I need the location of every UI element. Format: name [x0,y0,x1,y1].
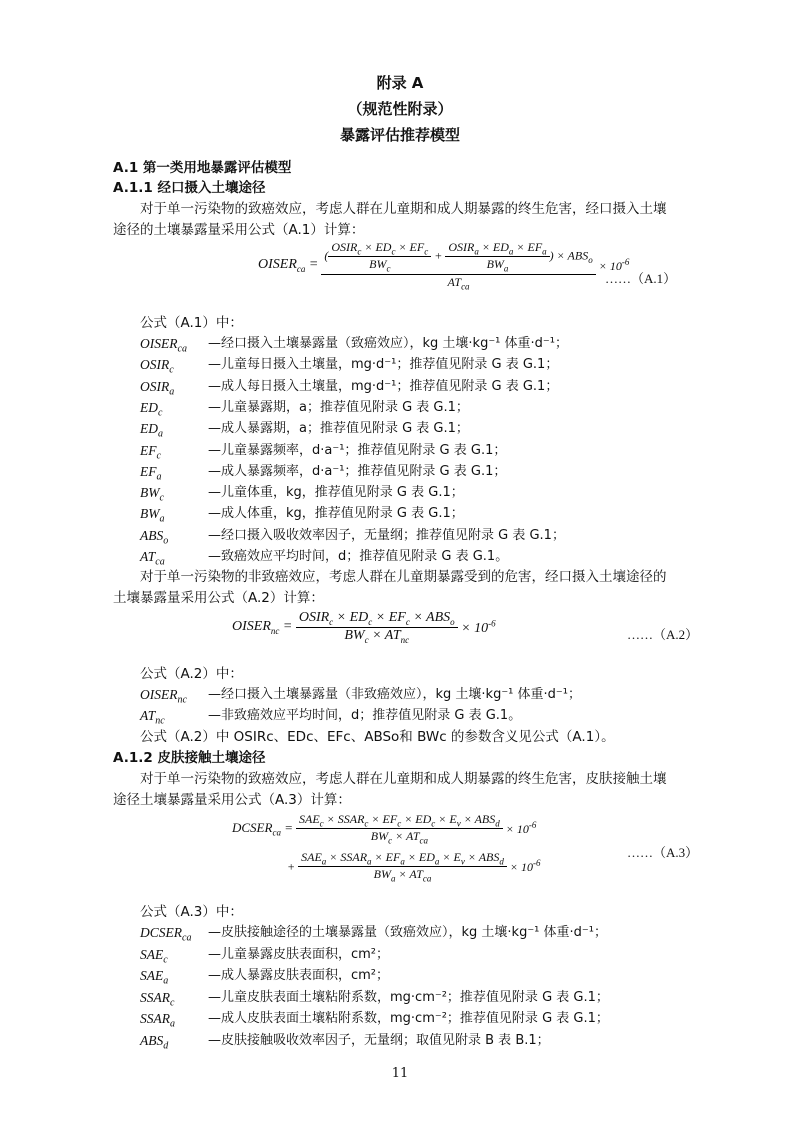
variable-symbol: $DCSER_{ca}$ [140,925,192,944]
variable-symbol: $EF_a$ [140,463,162,483]
variable-symbol: $SAE_c$ [140,946,168,966]
variable-symbol: $BW_c$ [140,485,164,504]
variable-symbol: $AT_{ca}$ [140,549,165,568]
variable-description: —非致癌效应平均时间，d；推荐值见附录 G 表 G.1。 [208,708,522,723]
appendix-title: 暴露评估推荐模型 [339,126,460,144]
variable-symbol: $ABS_o$ [140,527,169,547]
formula-a3: $DCSER_{ca}$ = $\frac{SAE_c \times SSAR_c \times EF_c \times ED_c \times E_v \times ABS_d}{BW_c \times AT_{ca}}$ × $10^{-6}$ + $\frac{SAE_a \times SSAR_a \times EF_a \times ED_a \times E_v \times ABS_d}{BW_a \times AT_{ca}}$ × $10^{-6}$ [232,812,541,884]
variable-symbol: $SSAR_c$ [140,989,175,1009]
variable-description: —皮肤接触吸收效率因子，无量纲；取值见附录 B 表 B.1； [208,1032,550,1048]
variable-symbol: $OSIR_a$ [140,378,175,398]
variable-symbol: $ABS_d$ [140,1032,169,1052]
formula-number: ……（A.2） [627,627,699,642]
paragraph: 对于单一污染物的致癌效应，考虑人群在儿童期和成人期暴露的终生危害，皮肤接触土壤 [140,771,667,787]
paragraph: 土壤暴露量采用公式（A.2）计算： [113,590,324,606]
variable-description: —成人体重，kg，推荐值见附录 G 表 G.1； [208,506,464,522]
variable-symbol: $SAE_a$ [140,968,169,987]
variable-symbol: $ED_c$ [140,399,163,419]
appendix-type: （规范性附录） [347,100,453,118]
variable-symbol: $EF_c$ [140,442,161,462]
variable-description: —经口摄入土壤暴露量（非致癌效应），kg 土壤·kg⁻¹ 体重·d⁻¹； [208,687,581,702]
variable-symbol: $OISER_{ca}$ [140,336,187,355]
variable-symbol: $AT_{nc}$ [140,708,165,727]
variable-symbol: $OSIR_c$ [140,357,174,376]
formula-a1: $OISER_{ca}$ = ( $\frac{OSIR_c \times ED_c \times EF_c}{BW_c}$ + $\frac{OSIR_a \times ED_a \times EF_a}{BW_a}$ ) × $ABS_o$ $AT_{ca}$ × $10^{-6}$ [258,240,630,292]
page-number: 11 [391,1066,409,1081]
variable-description: —儿童体重，kg，推荐值见附录 G 表 G.1； [208,485,464,501]
section-a1: A.1 第一类用地暴露评估模型 [113,160,292,176]
formula-number: ……（A.3） [627,845,699,860]
paragraph: 途径土壤暴露量采用公式（A.3）计算： [113,792,351,808]
variable-description: —儿童暴露期，a；推荐值见附录 G 表 G.1； [208,399,469,415]
variable-description: —儿童暴露皮肤表面积，cm²； [208,946,390,962]
variable-symbol: $SSAR_a$ [140,1011,175,1030]
paragraph: 对于单一污染物的非致癌效应，考虑人群在儿童期暴露受到的危害，经口摄入土壤途径的 [140,569,667,585]
variable-symbol: $ED_a$ [140,421,163,440]
variable-description: —儿童每日摄入土壤量，mg·d⁻¹；推荐值见附录 G 表 G.1； [208,357,559,373]
formula-intro: 公式（A.1）中： [140,315,243,331]
formula-intro: 公式（A.2）中： [140,666,243,682]
appendix-label: 附录 A [376,74,424,92]
formula-a2: $OISER_{nc}$ = $\frac{OSIR_c \times ED_c \times EF_c \times ABS_o}{BW_c \times AT_{nc}}$ × $10^{-6}$ [232,610,496,645]
variable-description: —儿童暴露频率，d·a⁻¹；推荐值见附录 G 表 G.1； [208,442,507,458]
variable-symbol: $BW_a$ [140,506,165,526]
variable-description: —经口摄入土壤暴露量（致癌效应），kg 土壤·kg⁻¹ 体重·d⁻¹； [208,336,568,351]
paragraph: 途径的土壤暴露量采用公式（A.1）计算： [113,222,365,238]
paragraph: 对于单一污染物的致癌效应，考虑人群在儿童期和成人期暴露的终生危害，经口摄入土壤 [140,201,667,217]
variable-description: —致癌效应平均时间，d；推荐值见附录 G 表 G.1。 [208,549,509,564]
variable-description: —皮肤接触途径的土壤暴露量（致癌效应），kg 土壤·kg⁻¹ 体重·d⁻¹； [208,925,607,940]
variable-description: —成人暴露期，a；推荐值见附录 G 表 G.1； [208,421,469,437]
variable-description: —经口摄入吸收效率因子，无量纲；推荐值见附录 G 表 G.1； [208,527,565,543]
formula-number: ……（A.1） [605,271,677,286]
section-a12: A.1.2 皮肤接触土壤途径 [113,750,266,766]
section-a11: A.1.1 经口摄入土壤途径 [113,180,266,196]
variable-description: —成人每日摄入土壤量，mg·d⁻¹；推荐值见附录 G 表 G.1； [208,378,559,394]
variable-symbol: $OISER_{nc}$ [140,687,187,706]
variable-description: —儿童皮肤表面土壤粘附系数，mg·cm⁻²；推荐值见附录 G 表 G.1； [208,989,609,1005]
formula-intro: 公式（A.3）中： [140,904,243,920]
variable-description: —成人皮肤表面土壤粘附系数，mg·cm⁻²；推荐值见附录 G 表 G.1； [208,1011,609,1026]
variable-description: —成人暴露频率，d·a⁻¹；推荐值见附录 G 表 G.1； [208,463,507,479]
variable-description: —成人暴露皮肤表面积，cm²； [208,968,390,983]
paragraph: 公式（A.2）中 OSIRc、EDc、EFc、ABSo和 BWc 的参数含义见公式（A.1）。 [140,729,615,745]
